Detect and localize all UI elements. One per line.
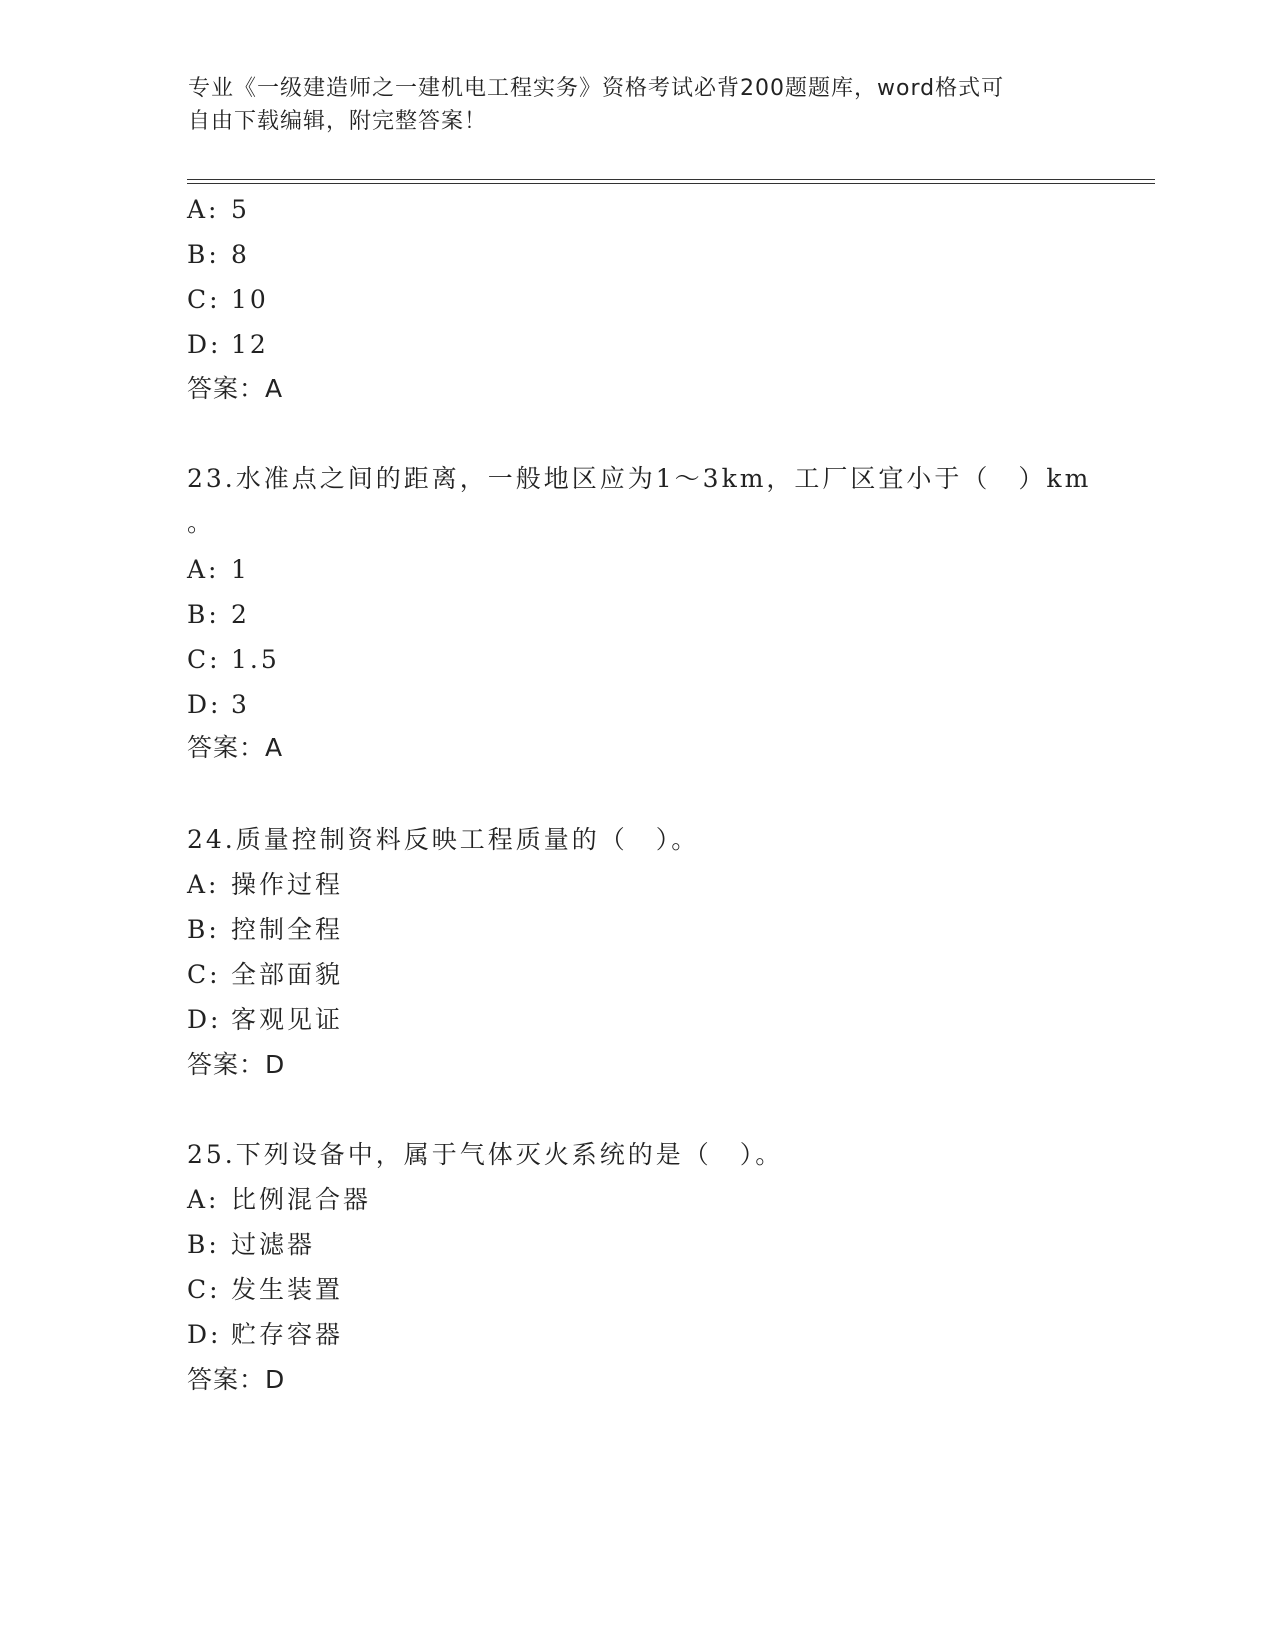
q24-option-a: A: 操作过程: [187, 870, 344, 899]
q23-option-b: B: 2: [187, 600, 250, 629]
q25-option-d: D: 贮存容器: [187, 1320, 344, 1349]
header-divider-top: [187, 179, 1155, 180]
q25-stem: 25.下列设备中，属于气体灭火系统的是（ ）。: [187, 1140, 784, 1169]
document-header: [188, 72, 1068, 138]
q23-option-c: C: 1.5: [187, 645, 280, 674]
q25-option-c: C: 发生装置: [187, 1275, 344, 1304]
q22-answer: 答案：A: [187, 374, 284, 403]
header-line-1: 专业《一级建造师之一建机电工程实务》资格考试必背200题题库，word格式可: [188, 76, 1005, 101]
q24-stem: 24.质量控制资料反映工程质量的（ ）。: [187, 825, 700, 854]
q24-answer: 答案：D: [187, 1050, 286, 1079]
header-line-2: 自由下载编辑，附完整答案！: [188, 109, 488, 134]
q24-option-d: D: 客观见证: [187, 1005, 344, 1034]
q25-option-b: B: 过滤器: [187, 1230, 316, 1259]
q23-option-d: D: 3: [187, 690, 250, 719]
header-divider-bottom: [187, 183, 1155, 184]
q24-option-b: B: 控制全程: [187, 915, 344, 944]
q22-option-a: A: 5: [187, 195, 250, 224]
q22-option-b: B: 8: [187, 240, 250, 269]
q23-answer: 答案：A: [187, 733, 284, 762]
q23-stem: 23.水准点之间的距离，一般地区应为1～3km，工厂区宜小于（ ）km: [187, 464, 1092, 493]
q25-answer: 答案：D: [187, 1365, 286, 1394]
q25-option-a: A: 比例混合器: [187, 1185, 372, 1214]
q22-option-c: C: 10: [187, 285, 269, 314]
q23-option-a: A: 1: [187, 555, 250, 584]
q22-option-d: D: 12: [187, 330, 269, 359]
q23-stem-continuation: 。: [187, 508, 216, 537]
q24-option-c: C: 全部面貌: [187, 960, 344, 989]
